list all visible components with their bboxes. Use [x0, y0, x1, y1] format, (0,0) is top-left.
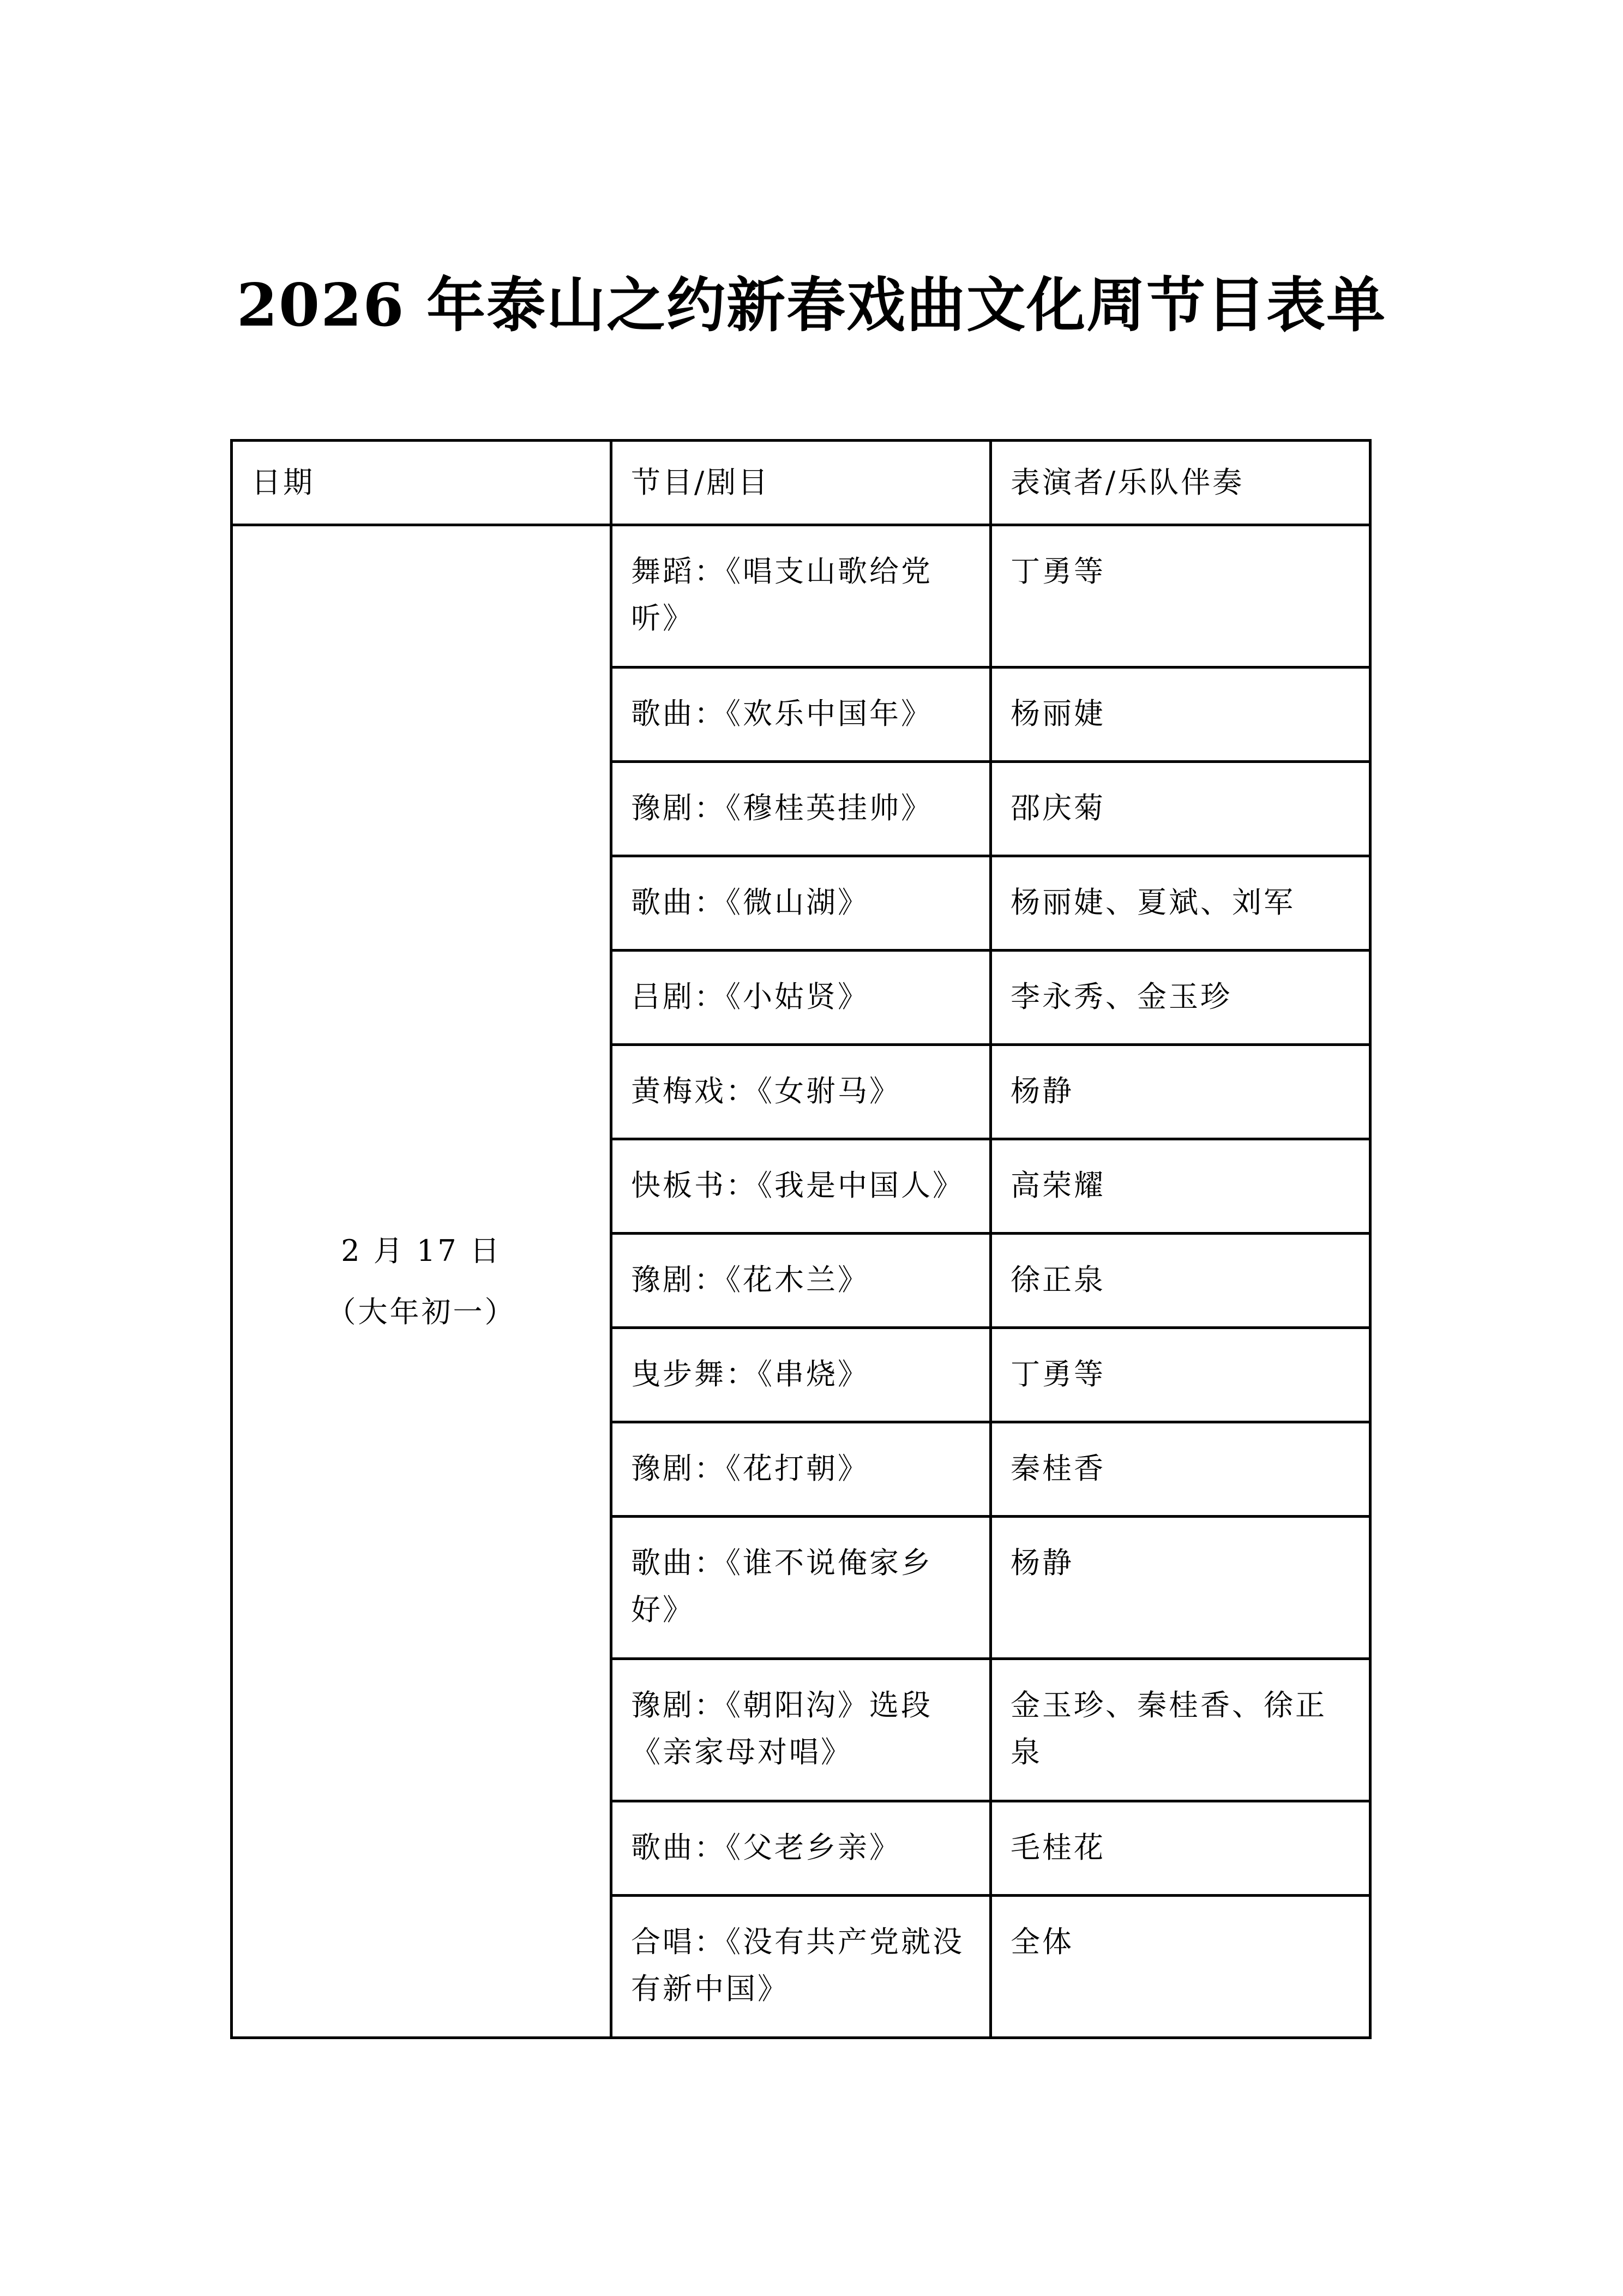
performer-cell: 杨丽婕、夏斌、刘军	[991, 856, 1370, 951]
page-title: 2026 年泰山之约新春戏曲文化周节目表单	[236, 271, 1387, 340]
program-table	[230, 439, 1372, 2039]
performer-cell: 全体	[991, 1896, 1370, 2038]
header-date: 日期	[232, 441, 611, 525]
program-cell: 黄梅戏：《女驸马》	[611, 1045, 991, 1139]
program-cell: 歌曲：《谁不说俺家乡好》	[611, 1517, 991, 1659]
performer-cell: 杨静	[991, 1517, 1370, 1659]
header-program: 节目/剧目	[611, 441, 991, 525]
program-cell: 歌曲：《欢乐中国年》	[611, 668, 991, 762]
program-cell: 豫剧：《花木兰》	[611, 1234, 991, 1328]
performer-cell: 丁勇等	[991, 525, 1370, 668]
program-cell: 豫剧：《穆桂英挂帅》	[611, 762, 991, 856]
performer-cell: 杨丽婕	[991, 668, 1370, 762]
program-cell: 歌曲：《微山湖》	[611, 856, 991, 951]
program-cell: 豫剧：《花打朝》	[611, 1422, 991, 1517]
table-row	[232, 525, 1370, 668]
program-cell: 快板书：《我是中国人》	[611, 1139, 991, 1234]
program-cell: 合唱：《没有共产党就没有新中国》	[611, 1896, 991, 2038]
program-cell: 吕剧：《小姑贤》	[611, 951, 991, 1045]
performer-cell: 徐正泉	[991, 1234, 1370, 1328]
performer-cell: 高荣耀	[991, 1139, 1370, 1234]
performer-cell: 毛桂花	[991, 1801, 1370, 1896]
date-festival-text: （大年初一）	[326, 1294, 516, 1329]
performer-cell: 杨静	[991, 1045, 1370, 1139]
header-performer: 表演者/乐队伴奏	[991, 441, 1370, 525]
program-cell: 歌曲：《父老乡亲》	[611, 1801, 991, 1896]
date-cell	[232, 525, 611, 2038]
program-cell: 曳步舞：《串烧》	[611, 1328, 991, 1422]
table-header-row	[232, 441, 1370, 525]
program-cell: 豫剧：《朝阳沟》选段《亲家母对唱》	[611, 1659, 991, 1801]
performer-cell: 金玉珍、秦桂香、徐正泉	[991, 1659, 1370, 1801]
performer-cell: 李永秀、金玉珍	[991, 951, 1370, 1045]
date-text: 2 月 17 日	[341, 1233, 502, 1268]
performer-cell: 秦桂香	[991, 1422, 1370, 1517]
program-cell: 舞蹈：《唱支山歌给党听》	[611, 525, 991, 668]
performer-cell: 邵庆菊	[991, 762, 1370, 856]
performer-cell: 丁勇等	[991, 1328, 1370, 1422]
